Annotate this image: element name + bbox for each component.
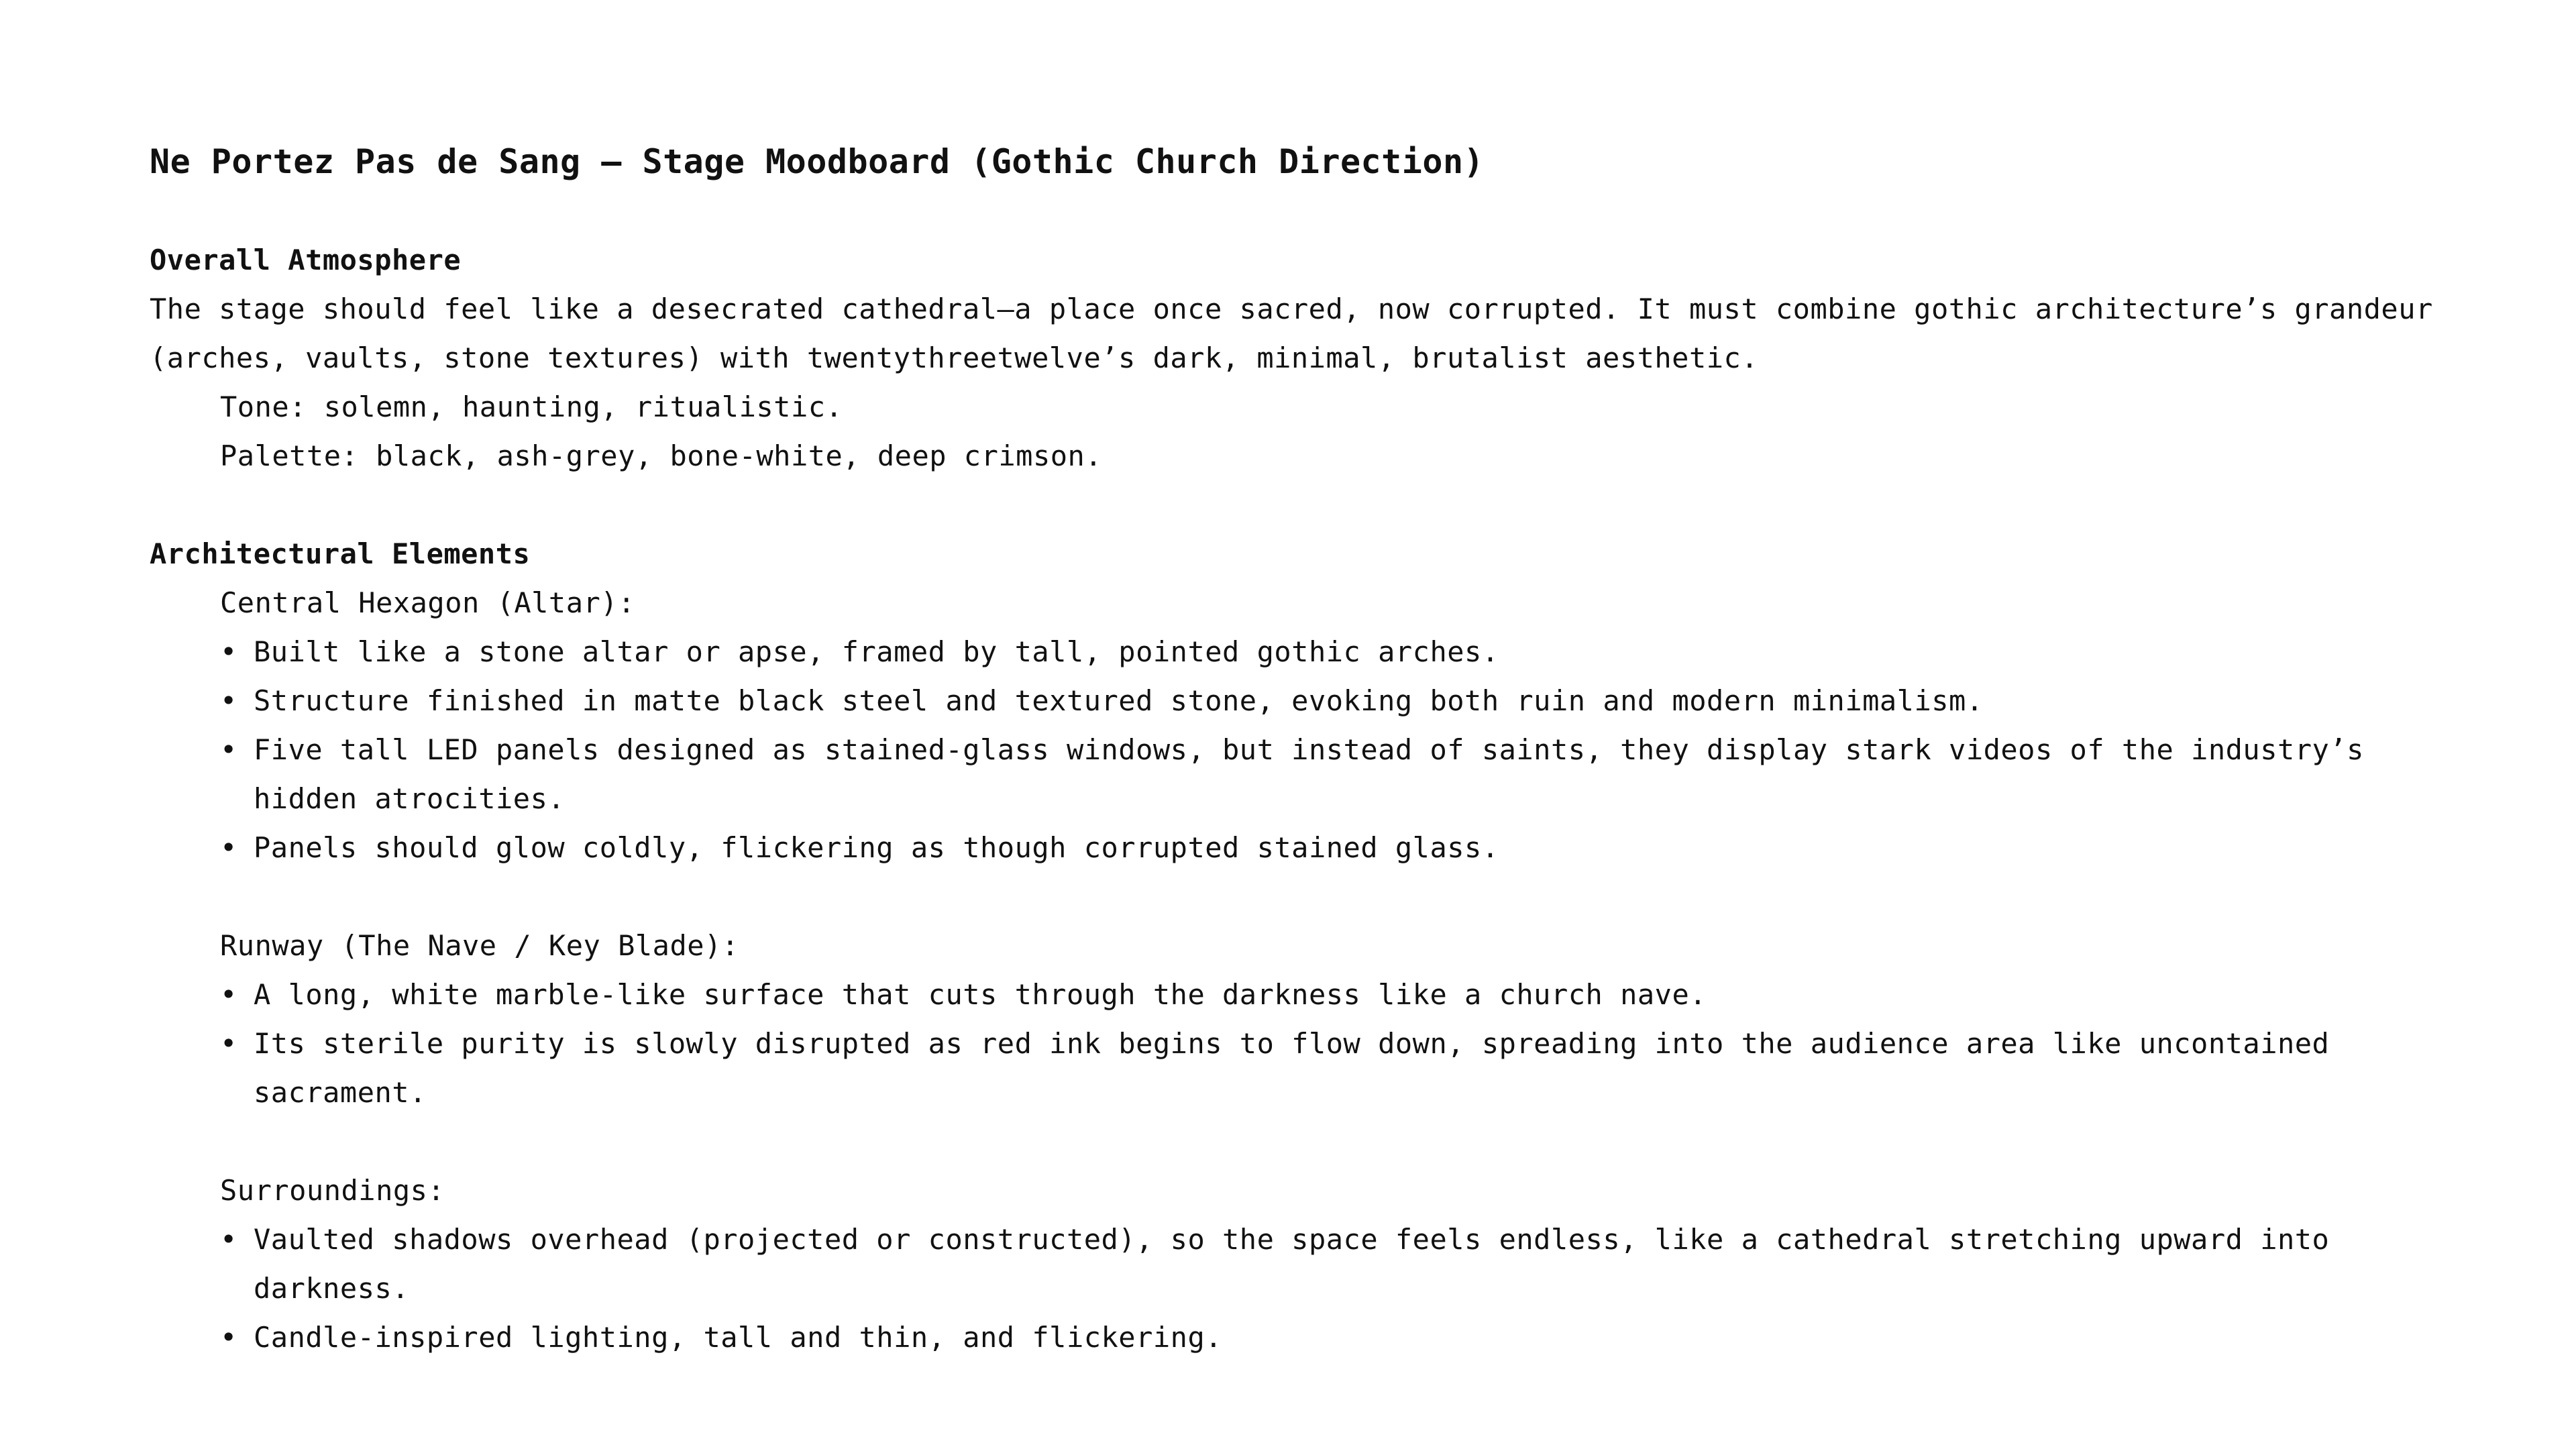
spacer: [150, 872, 2457, 921]
subsection-label-runway: Runway (The Nave / Key Blade):: [220, 929, 739, 962]
atmosphere-paragraph: The stage should feel like a desecrated cathedral—a place once sacred, now corrupted. It must combine gothic architecture’s grandeur (arches, vaults, stone textures) with twentythreetwelve’s dark, minimal, brutalist aesthetic.: [150, 292, 2433, 374]
spacer: [150, 480, 2457, 529]
bullet-item: • Built like a stone altar or apse, framed by tall, pointed gothic arches.: [220, 627, 2457, 676]
bullet-item: • Candle-inspired lighting, tall and thin, and flickering.: [220, 1313, 2457, 1362]
section-heading-atmosphere: Overall Atmosphere: [150, 244, 462, 276]
subsection-label-surroundings: Surroundings:: [220, 1174, 445, 1207]
bullet-item: • Panels should glow coldly, flickering as though corrupted stained glass.: [220, 823, 2457, 872]
bullet-item: • Structure finished in matte black steel and textured stone, evoking both ruin and modern minimalism.: [220, 676, 2457, 725]
bullet-item: • Vaulted shadows overhead (projected or constructed), so the space feels endless, like a cathedral stretching upward into darkness.: [220, 1215, 2457, 1313]
palette-line: Palette: black, ash-grey, bone-white, deep crimson.: [220, 439, 1103, 472]
document-title: Ne Portez Pas de Sang – Stage Moodboard (Gothic Church Direction): [150, 142, 1485, 181]
subsection-label-hexagon: Central Hexagon (Altar):: [220, 586, 635, 619]
surroundings-bullet-list: [150, 1215, 2457, 1362]
document: [150, 138, 2457, 1362]
spacer: [150, 1117, 2457, 1166]
section-heading-architecture: Architectural Elements: [150, 537, 531, 570]
bullet-item: • Five tall LED panels designed as stained-glass windows, but instead of saints, they display stark videos of the industry’s hidden atrocities.: [220, 725, 2457, 823]
tone-line: Tone: solemn, haunting, ritualistic.: [220, 390, 843, 423]
hexagon-bullet-list: [150, 627, 2457, 872]
spacer: [150, 186, 2457, 235]
bullet-item: • Its sterile purity is slowly disrupted as red ink begins to flow down, spreading into the audience area like uncontained sacrament.: [220, 1019, 2457, 1117]
bullet-item: • A long, white marble-like surface that cuts through the darkness like a church nave.: [220, 970, 2457, 1019]
runway-bullet-list: [150, 970, 2457, 1117]
